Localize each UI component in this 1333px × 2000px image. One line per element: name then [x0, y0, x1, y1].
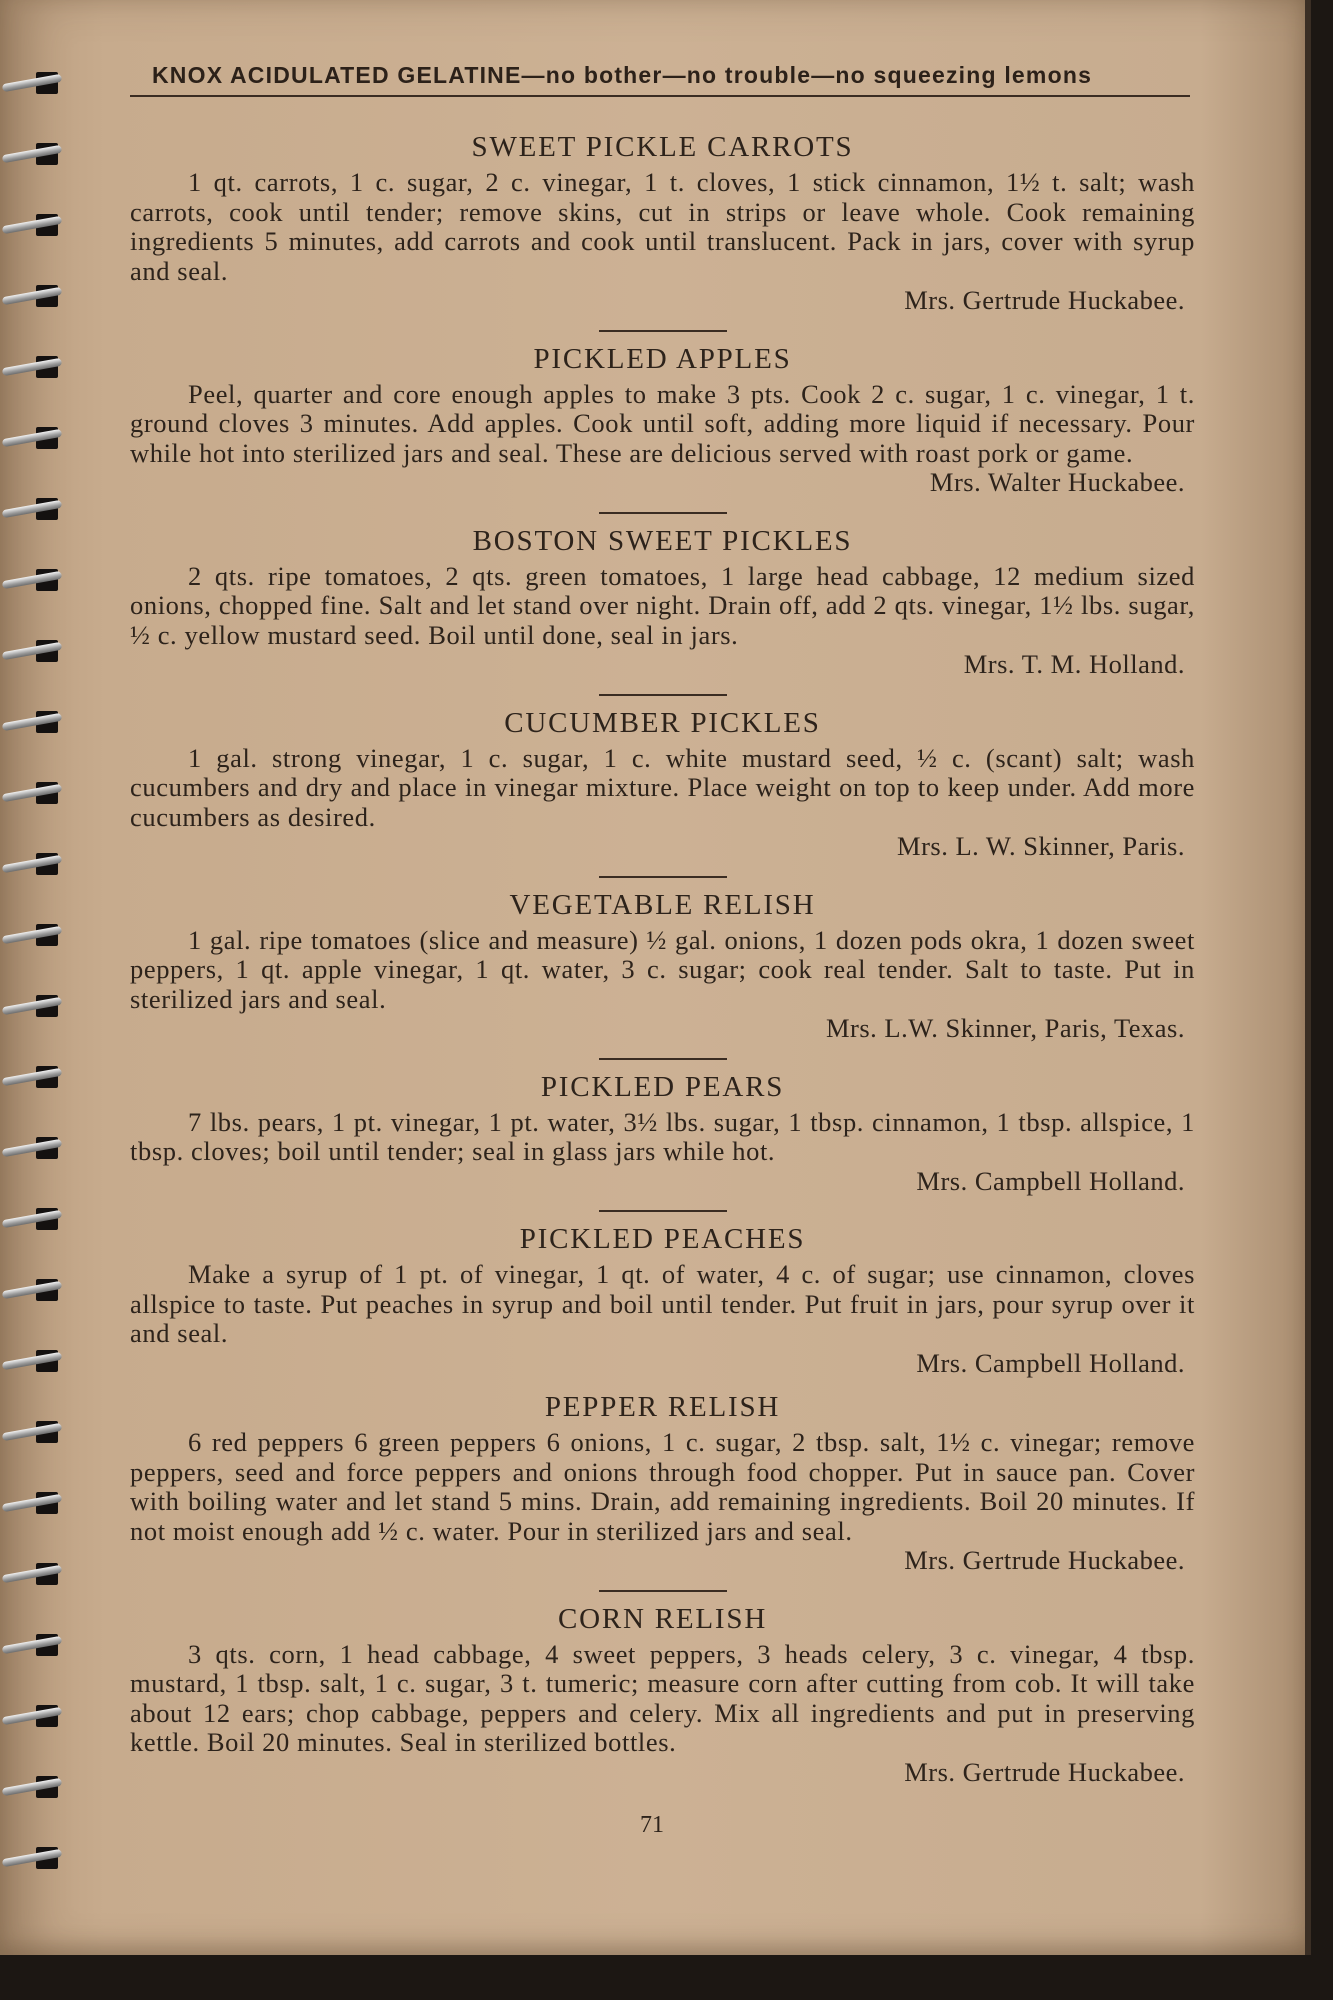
- binding-coil: [2, 1419, 72, 1445]
- binding-coil: [2, 283, 72, 309]
- recipe-pickled-peaches: [130, 1222, 1195, 1378]
- binding-coil: [2, 1135, 72, 1161]
- recipe-author: Mrs. Campbell Holland.: [916, 1347, 1185, 1378]
- binding-coil: [2, 425, 72, 451]
- binding-coil: [2, 496, 72, 522]
- recipe-title: CORN RELISH: [557, 1602, 768, 1635]
- spiral-binding: [0, 40, 75, 1920]
- binding-coil: [2, 354, 72, 380]
- page-header: [130, 62, 1190, 97]
- binding-coil: [2, 1064, 72, 1090]
- binding-coil: [2, 1348, 72, 1374]
- section-divider: [599, 876, 727, 878]
- binding-coil: [2, 1490, 72, 1516]
- recipes-column: [130, 130, 1195, 1787]
- binding-coil: [2, 1561, 72, 1587]
- recipe-author: Mrs. Campbell Holland.: [916, 1165, 1185, 1196]
- recipe-title: BOSTON SWEET PICKLES: [472, 524, 853, 557]
- recipe-author: Mrs. L. W. Skinner, Paris.: [897, 831, 1185, 861]
- recipe-body: Peel, quarter and core enough apples to make 3 pts. Cook 2 c. sugar, 1 c. vinegar, 1 t. ground cloves 3 minutes. Add apples. Cook until soft, adding more liquid if necessary. Pour while hot into sterilized jars and seal. These are delicious served with roast pork or game.: [130, 378, 1195, 468]
- recipe-corn-relish: [130, 1602, 1195, 1788]
- recipe-sweet-pickle-carrots: [130, 130, 1195, 316]
- recipe-author: Mrs. Gertrude Huckabee.: [904, 1756, 1185, 1787]
- recipe-title: VEGETABLE RELISH: [509, 888, 816, 921]
- recipe-body: Make a syrup of 1 pt. of vinegar, 1 qt. of water, 4 c. of sugar; use cinnamon, cloves allspice to taste. Put peaches in syrup and boil until tender. Put fruit in jars, pour syrup over it and seal.: [130, 1259, 1195, 1348]
- binding-coil: [2, 1703, 72, 1729]
- recipe-pickled-apples: [130, 342, 1195, 498]
- binding-coil: [2, 1206, 72, 1232]
- recipe-cucumber-pickles: [130, 706, 1195, 862]
- section-divider: [599, 1058, 727, 1060]
- recipe-author: Mrs. Walter Huckabee.: [929, 467, 1185, 497]
- binding-coil: [2, 638, 72, 664]
- recipe-body: 1 gal. ripe tomatoes (slice and measure) ½ gal. onions, 1 dozen pods okra, 1 dozen sweet peppers, 1 qt. apple vinegar, 1 qt. water, 3 c. sugar; cook real tender. Salt to taste. Put in sterilized jars and seal.: [130, 924, 1195, 1014]
- recipe-title: CUCUMBER PICKLES: [504, 706, 821, 739]
- recipe-title: PICKLED PEARS: [540, 1070, 785, 1103]
- recipe-body: 3 qts. corn, 1 head cabbage, 4 sweet peppers, 3 heads celery, 3 c. vinegar, 4 tbsp. mustard, 1 tbsp. salt, 1 c. sugar, 3 t. tumeric; measure corn after cutting from cob. It will take about 12 ears; chop cabbage, peppers and celery. Mix all ingredients and put in preserving kettle. Boil 20 minutes. Seal in sterilized bottles.: [130, 1638, 1195, 1757]
- binding-coil: [2, 851, 72, 877]
- binding-coil: [2, 780, 72, 806]
- section-divider: [599, 330, 727, 332]
- binding-coil: [2, 1277, 72, 1303]
- section-divider: [599, 512, 727, 514]
- recipe-title: SWEET PICKLE CARROTS: [471, 131, 854, 163]
- recipe-title: PICKLED APPLES: [533, 342, 792, 375]
- header-text: KNOX ACIDULATED GELATINE—no bother—no trouble—no squeezing lemons: [152, 62, 1093, 88]
- binding-coil: [2, 141, 72, 167]
- binding-coil: [2, 1845, 72, 1871]
- recipe-pickled-pears: [130, 1070, 1195, 1197]
- recipe-author: Mrs. L.W. Skinner, Paris, Texas.: [825, 1013, 1185, 1043]
- binding-coil: [2, 70, 72, 96]
- recipe-author: Mrs. Gertrude Huckabee.: [904, 285, 1185, 315]
- recipe-pepper-relish: [130, 1390, 1195, 1576]
- binding-coil: [2, 212, 72, 238]
- binding-coil: [2, 993, 72, 1019]
- recipe-author: Mrs. T. M. Holland.: [963, 649, 1185, 679]
- section-divider: [599, 1590, 727, 1592]
- section-divider: [599, 694, 727, 696]
- binding-coil: [2, 567, 72, 593]
- recipe-title: PICKLED PEACHES: [519, 1223, 806, 1255]
- binding-coil: [2, 1632, 72, 1658]
- recipe-boston-sweet-pickles: [130, 524, 1195, 680]
- recipe-body: 7 lbs. pears, 1 pt. vinegar, 1 pt. water, 3½ lbs. sugar, 1 tbsp. cinnamon, 1 tbsp. allspice, 1 tbsp. cloves; boil until tender; seal in glass jars while hot.: [130, 1106, 1195, 1166]
- recipe-author: Mrs. Gertrude Huckabee.: [904, 1545, 1185, 1575]
- binding-coil: [2, 1774, 72, 1800]
- recipe-body: 2 qts. ripe tomatoes, 2 qts. green tomatoes, 1 large head cabbage, 12 medium sized onions, chopped fine. Salt and let stand over night. Drain off, add 2 qts. vinegar, 1½ lbs. sugar, ½ c. yellow mustard seed. Boil until done, seal in jars.: [130, 560, 1195, 650]
- binding-coil: [2, 922, 72, 948]
- binding-coil: [2, 709, 72, 735]
- page-number: 71: [640, 1812, 664, 1838]
- recipe-body: 6 red peppers 6 green peppers 6 onions, 1 c. sugar, 2 tbsp. salt, 1½ c. vinegar; remove peppers, seed and force peppers and onions through food chopper. Put in sauce pan. Cover with boiling water and let stand 5 mins. Drain, add remaining ingredients. Boil 20 minutes. If not moist enough add ½ c. water. Pour in sterilized jars and seal.: [130, 1427, 1195, 1546]
- recipe-body: 1 qt. carrots, 1 c. sugar, 2 c. vinegar, 1 t. cloves, 1 stick cinnamon, 1½ t. salt; wash carrots, cook until tender; remove skins, cut in strips or leave whole. Cook remaining ingredients 5 minutes, add carrots and cook until translucent. Pack in jars, cover with syrup and seal.: [130, 167, 1195, 286]
- section-divider: [599, 1210, 727, 1212]
- recipe-vegetable-relish: [130, 888, 1195, 1044]
- recipe-body: 1 gal. strong vinegar, 1 c. sugar, 1 c. white mustard seed, ½ c. (scant) salt; wash cucumbers and dry and place in vinegar mixture. Place weight on top to keep under. Add more cucumbers as desired.: [130, 742, 1195, 832]
- recipe-title: PEPPER RELISH: [544, 1391, 781, 1423]
